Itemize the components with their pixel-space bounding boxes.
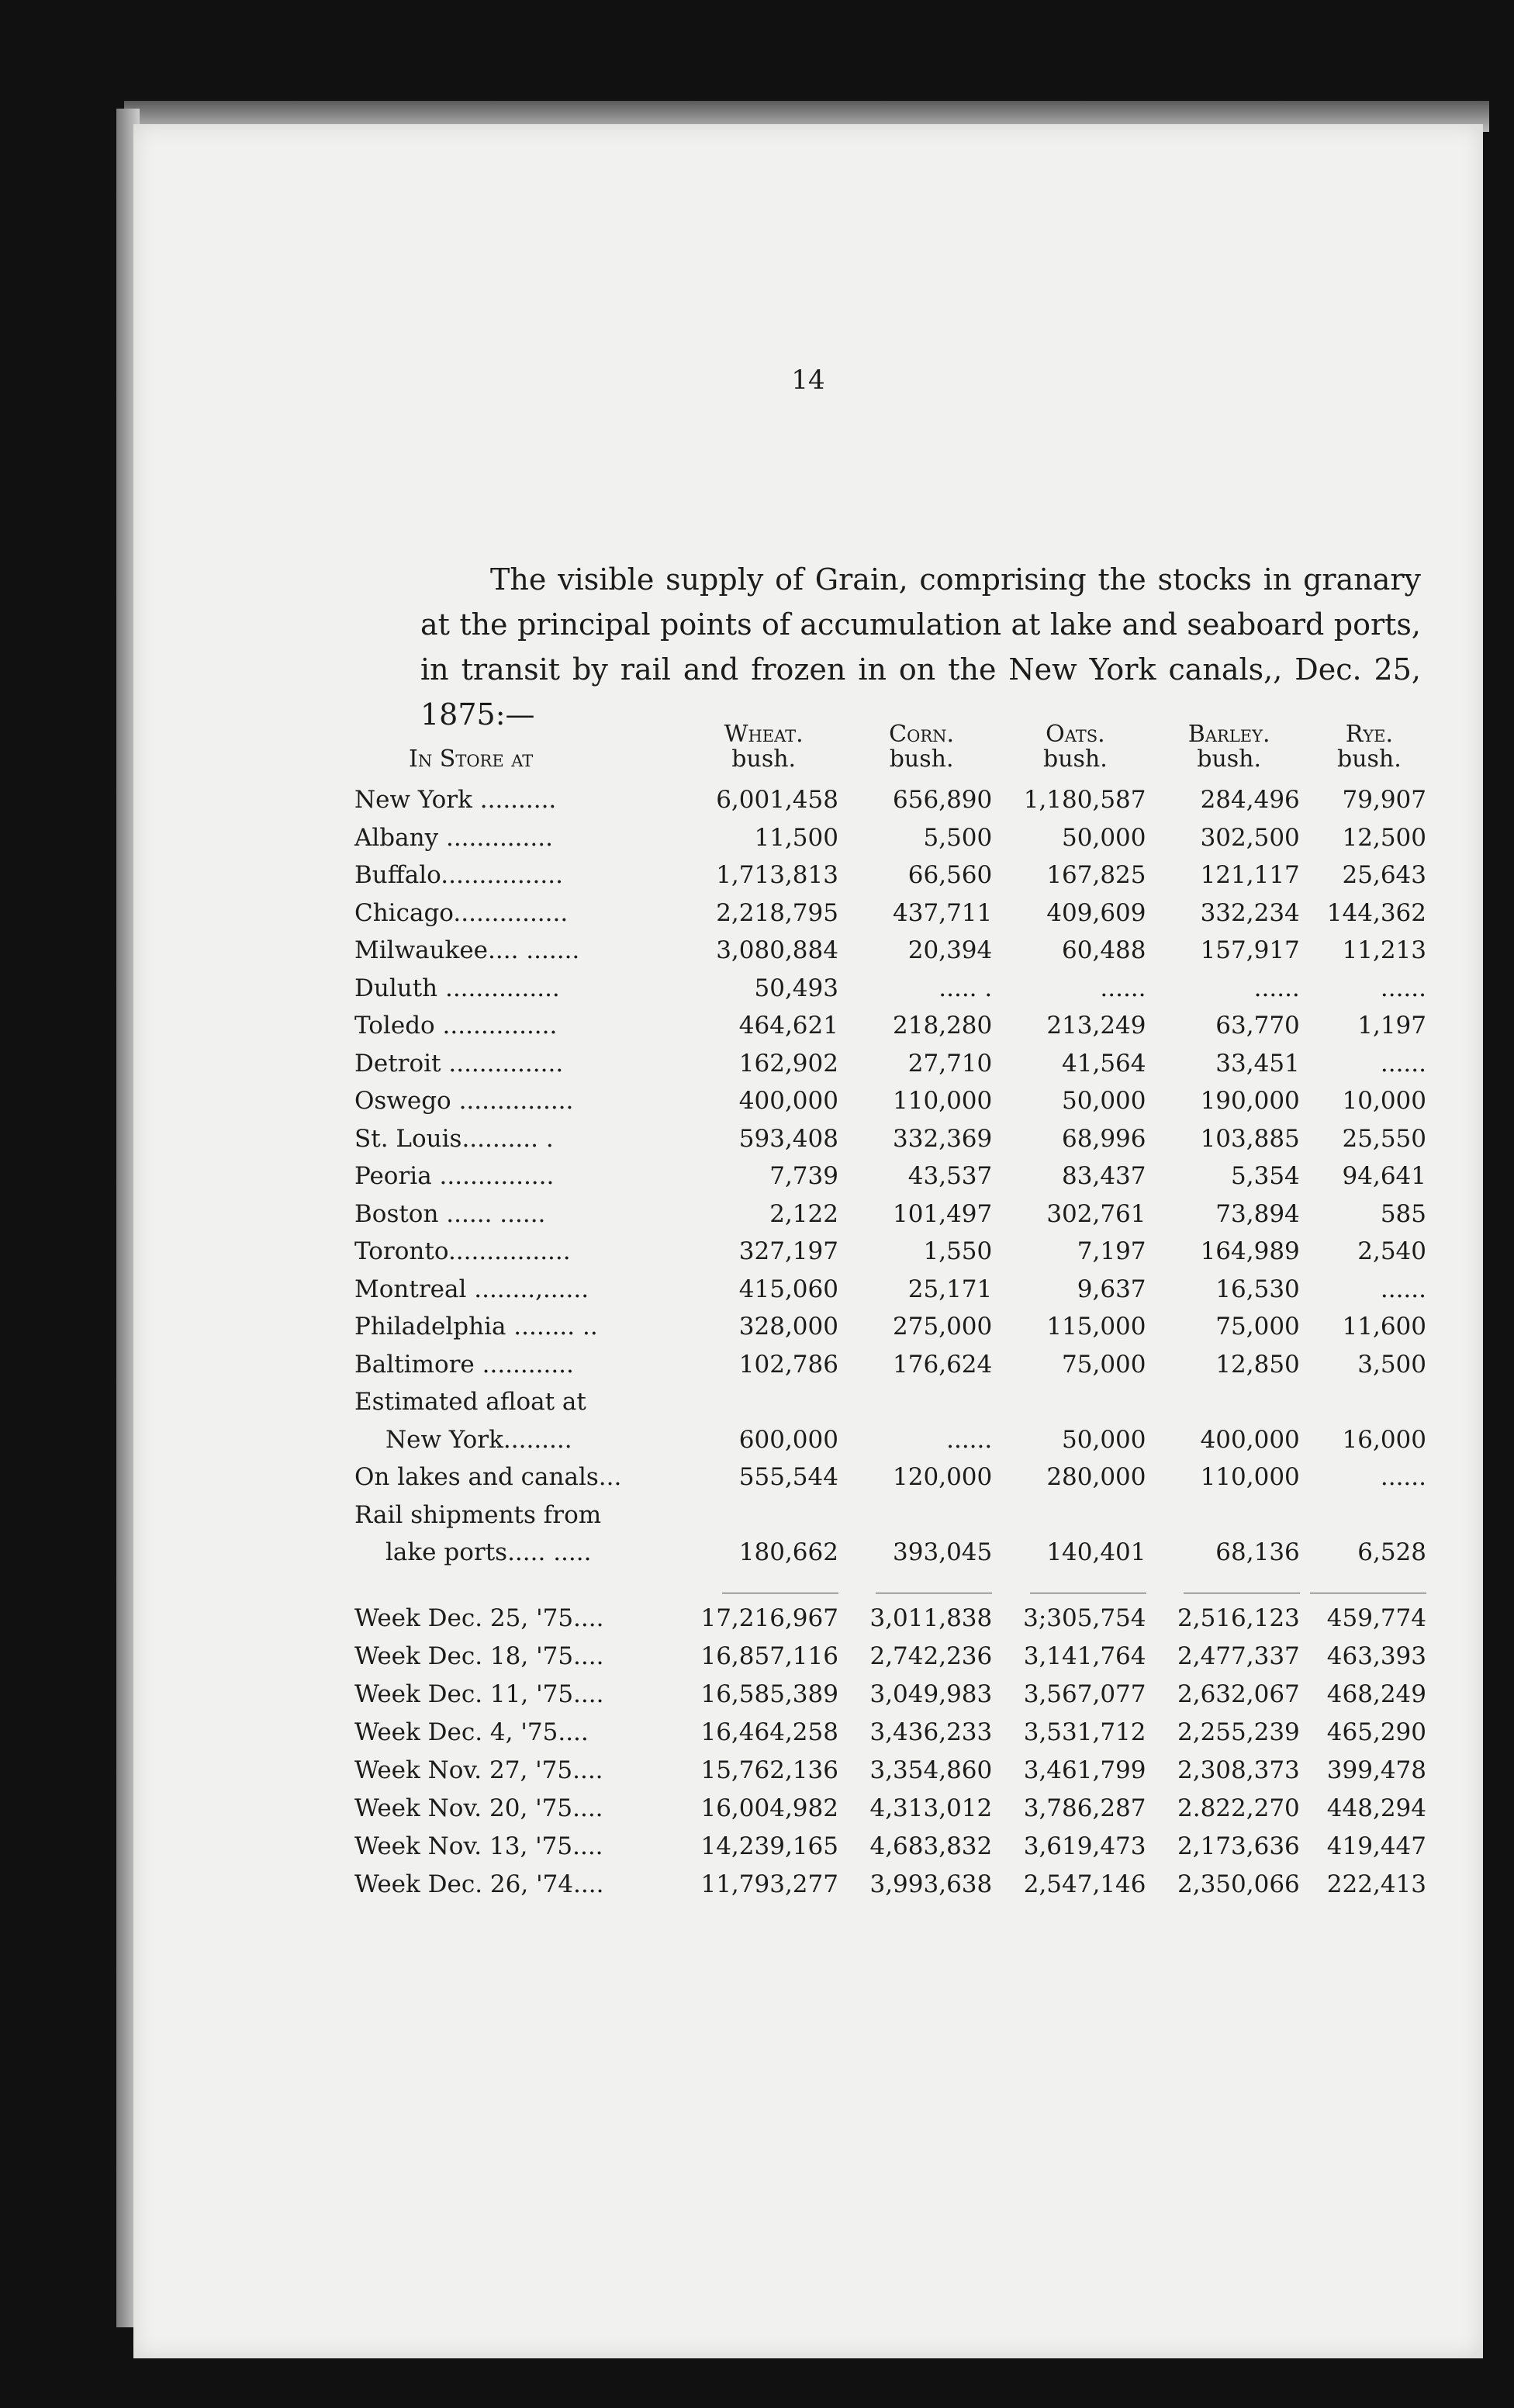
cell-wheat: 328,000 <box>738 1313 838 1341</box>
table-row <box>354 1600 1433 1638</box>
cell-oats: 50,000 <box>1062 1087 1146 1116</box>
weekly-total-rows <box>354 1600 1433 1904</box>
cell-rye: 465,290 <box>1326 1718 1426 1746</box>
table-row <box>354 1496 1433 1534</box>
cell-oats: 167,825 <box>1046 861 1146 890</box>
cell-rye: ...... <box>1380 1275 1426 1303</box>
rule-cell <box>998 1572 1152 1600</box>
cell-barley: 5,354 <box>1231 1162 1300 1191</box>
cell-place: Toledo ............... <box>354 1012 558 1040</box>
header-oats-label: Oats. <box>1046 721 1105 748</box>
cell-corn: 110,000 <box>893 1087 993 1116</box>
header-corn-label: Corn. <box>889 721 955 748</box>
rail-place: lake ports..... ..... <box>385 1538 592 1567</box>
cell-wheat: 1,713,813 <box>716 861 838 890</box>
cell-corn: 3,436,233 <box>869 1718 993 1746</box>
cell-rye: 459,774 <box>1326 1604 1426 1632</box>
table-row <box>354 1383 1433 1421</box>
cell-oats: ...... <box>1100 974 1146 1002</box>
cell-wheat: 17,216,967 <box>700 1604 838 1632</box>
cell-corn: 4,313,012 <box>869 1794 993 1822</box>
cell-corn: 437,711 <box>893 898 993 927</box>
lakes-place: On lakes and canals... <box>354 1463 622 1492</box>
cell-oats: 3,141,764 <box>1023 1642 1146 1670</box>
table-row <box>354 1752 1433 1790</box>
table-row <box>354 1271 1433 1309</box>
header-wheat <box>683 721 845 781</box>
cell-wheat: 162,902 <box>738 1049 838 1078</box>
cell-oats: 60,488 <box>1062 936 1146 965</box>
cell-place: Week Dec. 26, '74.... <box>354 1870 604 1898</box>
cell-place: Week Dec. 11, '75.... <box>354 1680 604 1708</box>
rule-cell <box>1153 1572 1306 1600</box>
table-row <box>354 1308 1433 1346</box>
cell-wheat: 2,122 <box>769 1199 838 1228</box>
cell-place: Philadelphia ........ .. <box>354 1313 598 1341</box>
cell-oats: 409,609 <box>1046 898 1146 927</box>
table-row <box>354 781 1433 819</box>
table-row <box>354 1120 1433 1158</box>
cell-corn: 218,280 <box>893 1012 993 1040</box>
cell-wheat: 11,500 <box>754 823 838 852</box>
cell-oats: 68,996 <box>1062 1124 1146 1153</box>
table-row <box>354 856 1433 894</box>
table-row <box>354 1346 1433 1384</box>
header-rye-label: Rye. <box>1345 721 1394 748</box>
cell-place: New York .......... <box>354 786 557 815</box>
cell-place: Milwaukee.... ....... <box>354 936 580 965</box>
cell-barley: 157,917 <box>1200 936 1300 965</box>
cell-oats: 3,531,712 <box>1023 1718 1146 1746</box>
table-row <box>354 894 1433 932</box>
cell-rye: 144,362 <box>1326 898 1426 927</box>
cell-corn: 1,550 <box>923 1237 993 1266</box>
cell-rye: 12,500 <box>1342 823 1426 852</box>
table-row <box>354 1828 1433 1866</box>
cell-place: Boston ...... ...... <box>354 1199 546 1228</box>
cell-place: Baltimore ............ <box>354 1350 574 1379</box>
header-corn-unit: bush. <box>889 746 954 773</box>
table-row <box>354 1082 1433 1120</box>
cell-wheat: 16,857,116 <box>700 1642 838 1670</box>
cell-rye: 419,447 <box>1326 1832 1426 1860</box>
cell-oats: 3;305,754 <box>1023 1604 1146 1632</box>
afloat-label: Estimated afloat at <box>354 1388 586 1417</box>
cell-wheat: 7,739 <box>769 1162 838 1191</box>
table-row <box>354 1866 1433 1904</box>
cell-oats: 213,249 <box>1046 1012 1146 1040</box>
cell-place: Buffalo................ <box>354 861 563 890</box>
cell-corn: 3,993,638 <box>869 1870 993 1898</box>
cell-wheat: 16,004,982 <box>700 1794 838 1822</box>
lakes-rye: ...... <box>1380 1463 1426 1492</box>
cell-corn: 27,710 <box>907 1049 993 1078</box>
header-barley-label: Barley. <box>1187 721 1270 748</box>
rule-cell <box>683 1572 845 1600</box>
table-row <box>354 1714 1433 1752</box>
total-rule-row <box>354 1572 1433 1600</box>
cell-corn: 25,171 <box>907 1275 993 1303</box>
table-row <box>354 1421 1433 1459</box>
cell-corn: ..... . <box>938 974 993 1002</box>
cell-wheat: 3,080,884 <box>716 936 838 965</box>
cell-rye: 468,249 <box>1326 1680 1426 1708</box>
cell-rye: 399,478 <box>1326 1756 1426 1784</box>
cell-barley: ...... <box>1253 974 1300 1002</box>
cell-barley: 302,500 <box>1200 823 1300 852</box>
table-row <box>354 819 1433 857</box>
cell-oats: 75,000 <box>1062 1350 1146 1379</box>
cell-barley: 73,894 <box>1215 1199 1300 1228</box>
cell-corn: 5,500 <box>923 823 993 852</box>
afloat-rye: 16,000 <box>1342 1425 1426 1454</box>
cell-place: Chicago............... <box>354 898 569 927</box>
cell-corn: 275,000 <box>893 1313 993 1341</box>
cell-wheat: 11,793,277 <box>700 1870 838 1898</box>
intro-paragraph: The visible supply of Grain, comprising the stocks in granary at the principal points of accumulation at lake and seaboard ports, in transit by rail and frozen in on the New York canals,, Dec. 25, 1875:— <box>420 562 1421 732</box>
header-rye <box>1306 721 1433 781</box>
cell-barley: 103,885 <box>1200 1124 1300 1153</box>
afloat-place: New York......... <box>385 1425 572 1454</box>
cell-wheat: 102,786 <box>738 1350 838 1379</box>
cell-place: Peoria ............... <box>354 1162 555 1191</box>
cell-place: St. Louis.......... . <box>354 1124 554 1153</box>
cell-place: Week Nov. 27, '75.... <box>354 1756 603 1784</box>
table-row <box>354 1007 1433 1045</box>
cell-rye: 448,294 <box>1326 1794 1426 1822</box>
cell-rye: ...... <box>1380 1049 1426 1078</box>
cell-barley: 2,516,123 <box>1177 1604 1300 1632</box>
cell-rye: 25,643 <box>1342 861 1426 890</box>
cell-wheat: 6,001,458 <box>716 786 838 815</box>
cell-wheat: 16,464,258 <box>700 1718 838 1746</box>
cell-barley: 63,770 <box>1215 1012 1300 1040</box>
cell-corn: 3,049,983 <box>869 1680 993 1708</box>
cell-barley: 2,173,636 <box>1177 1832 1300 1860</box>
rule-cell <box>845 1572 998 1600</box>
table-row <box>354 970 1433 1008</box>
table-row <box>354 1458 1433 1496</box>
cell-oats: 50,000 <box>1062 823 1146 852</box>
header-oats <box>998 721 1152 781</box>
cell-oats: 302,761 <box>1046 1199 1146 1228</box>
rule-cell <box>1306 1572 1433 1600</box>
cell-rye: 585 <box>1380 1199 1426 1228</box>
table-row <box>354 1676 1433 1714</box>
table-row <box>354 1638 1433 1676</box>
afloat-wheat: 600,000 <box>738 1425 838 1454</box>
cell-barley: 75,000 <box>1215 1313 1300 1341</box>
table-row <box>354 1233 1433 1271</box>
table-row <box>354 1790 1433 1828</box>
cell-barley: 16,530 <box>1215 1275 1300 1303</box>
cell-rye: 463,393 <box>1326 1642 1426 1670</box>
cell-wheat: 2,218,795 <box>716 898 838 927</box>
lakes-corn: 120,000 <box>893 1463 993 1492</box>
cell-oats: 3,461,799 <box>1023 1756 1146 1784</box>
cell-rye: 11,600 <box>1342 1313 1426 1341</box>
cell-rye: 1,197 <box>1357 1012 1426 1040</box>
cell-barley: 332,234 <box>1200 898 1300 927</box>
table-row <box>354 1045 1433 1083</box>
cell-corn: 101,497 <box>893 1199 993 1228</box>
lakes-oats: 280,000 <box>1046 1463 1146 1492</box>
afloat-corn: ...... <box>946 1425 993 1454</box>
table-header-row <box>354 721 1433 781</box>
cell-wheat: 14,239,165 <box>700 1832 838 1860</box>
cell-place: Albany .............. <box>354 823 553 852</box>
cell-barley: 164,989 <box>1200 1237 1300 1266</box>
page-number: 14 <box>791 365 825 396</box>
cell-place: Week Dec. 25, '75.... <box>354 1604 604 1632</box>
cell-corn: 43,537 <box>907 1162 993 1191</box>
cell-barley: 2,308,373 <box>1177 1756 1300 1784</box>
cell-barley: 33,451 <box>1215 1049 1300 1078</box>
cell-corn: 332,369 <box>893 1124 993 1153</box>
rail-barley: 68,136 <box>1215 1538 1300 1567</box>
rail-label: Rail shipments from <box>354 1500 602 1529</box>
cell-wheat: 16,585,389 <box>700 1680 838 1708</box>
rail-rye: 6,528 <box>1357 1538 1426 1567</box>
cell-place: Week Nov. 20, '75.... <box>354 1794 603 1822</box>
cell-oats: 3,786,287 <box>1023 1794 1146 1822</box>
cell-barley: 2.822,270 <box>1177 1794 1300 1822</box>
afloat-oats: 50,000 <box>1062 1425 1146 1454</box>
cell-barley: 2,632,067 <box>1177 1680 1300 1708</box>
cell-rye: 79,907 <box>1342 786 1426 815</box>
table-row <box>354 932 1433 970</box>
rail-oats: 140,401 <box>1046 1538 1146 1567</box>
table-row <box>354 1157 1433 1195</box>
document-page <box>133 124 1483 2358</box>
cell-barley: 2,350,066 <box>1177 1870 1300 1898</box>
rail-wheat: 180,662 <box>738 1538 838 1567</box>
cell-oats: 9,637 <box>1077 1275 1146 1303</box>
header-corn <box>845 721 998 781</box>
cell-rye: 2,540 <box>1357 1237 1426 1266</box>
cell-place: Montreal ........,...... <box>354 1275 589 1303</box>
cell-place: Duluth ............... <box>354 974 560 1002</box>
cell-place: Week Nov. 13, '75.... <box>354 1832 603 1860</box>
table-row <box>354 1195 1433 1233</box>
cell-barley: 190,000 <box>1200 1087 1300 1116</box>
cell-oats: 115,000 <box>1046 1313 1146 1341</box>
cell-wheat: 593,408 <box>738 1124 838 1153</box>
header-wheat-label: Wheat. <box>724 721 804 748</box>
cell-place: Toronto................ <box>354 1237 571 1266</box>
cell-corn: 656,890 <box>893 786 993 815</box>
cell-oats: 7,197 <box>1077 1237 1146 1266</box>
header-barley-unit: bush. <box>1197 746 1262 773</box>
cell-oats: 2,547,146 <box>1023 1870 1146 1898</box>
header-rye-unit: bush. <box>1337 746 1402 773</box>
cell-barley: 2,477,337 <box>1177 1642 1300 1670</box>
header-place: In Store at <box>409 746 534 773</box>
cell-barley: 121,117 <box>1200 861 1300 890</box>
cell-rye: ...... <box>1380 974 1426 1002</box>
cell-place: Detroit ............... <box>354 1049 564 1078</box>
cell-corn: 176,624 <box>893 1350 993 1379</box>
cell-barley: 284,496 <box>1200 786 1300 815</box>
cell-corn: 3,011,838 <box>869 1604 993 1632</box>
cell-oats: 3,619,473 <box>1023 1832 1146 1860</box>
lakes-wheat: 555,544 <box>738 1463 838 1492</box>
cell-oats: 41,564 <box>1062 1049 1146 1078</box>
cell-wheat: 327,197 <box>738 1237 838 1266</box>
header-oats-unit: bush. <box>1042 746 1108 773</box>
header-barley <box>1153 721 1306 781</box>
cell-barley: 2,255,239 <box>1177 1718 1300 1746</box>
cell-oats: 3,567,077 <box>1023 1680 1146 1708</box>
lakes-barley: 110,000 <box>1200 1463 1300 1492</box>
cell-corn: 2,742,236 <box>869 1642 993 1670</box>
cell-wheat: 415,060 <box>738 1275 838 1303</box>
cell-rye: 94,641 <box>1342 1162 1426 1191</box>
cell-rye: 222,413 <box>1326 1870 1426 1898</box>
cell-rye: 11,213 <box>1342 936 1426 965</box>
store-rows <box>354 781 1433 1383</box>
grain-supply-table <box>354 721 1433 1904</box>
afloat-barley: 400,000 <box>1200 1425 1300 1454</box>
rule-cell <box>354 1572 683 1600</box>
cell-place: Week Dec. 18, '75.... <box>354 1642 604 1670</box>
cell-barley: 12,850 <box>1215 1350 1300 1379</box>
extra-rows <box>354 1383 1433 1600</box>
cell-corn: 20,394 <box>907 936 993 965</box>
cell-wheat: 15,762,136 <box>700 1756 838 1784</box>
cell-corn: 3,354,860 <box>869 1756 993 1784</box>
cell-oats: 1,180,587 <box>1023 786 1146 815</box>
header-wheat-unit: bush. <box>731 746 797 773</box>
cell-rye: 10,000 <box>1342 1087 1426 1116</box>
cell-place: Week Dec. 4, '75.... <box>354 1718 589 1746</box>
cell-corn: 4,683,832 <box>869 1832 993 1860</box>
cell-wheat: 464,621 <box>738 1012 838 1040</box>
cell-corn: 66,560 <box>907 861 993 890</box>
cell-place: Oswego ............... <box>354 1087 574 1116</box>
cell-rye: 25,550 <box>1342 1124 1426 1153</box>
rail-corn: 393,045 <box>893 1538 993 1567</box>
cell-oats: 83,437 <box>1062 1162 1146 1191</box>
table-row <box>354 1534 1433 1572</box>
cell-wheat: 400,000 <box>738 1087 838 1116</box>
cell-wheat: 50,493 <box>754 974 838 1002</box>
cell-rye: 3,500 <box>1357 1350 1426 1379</box>
